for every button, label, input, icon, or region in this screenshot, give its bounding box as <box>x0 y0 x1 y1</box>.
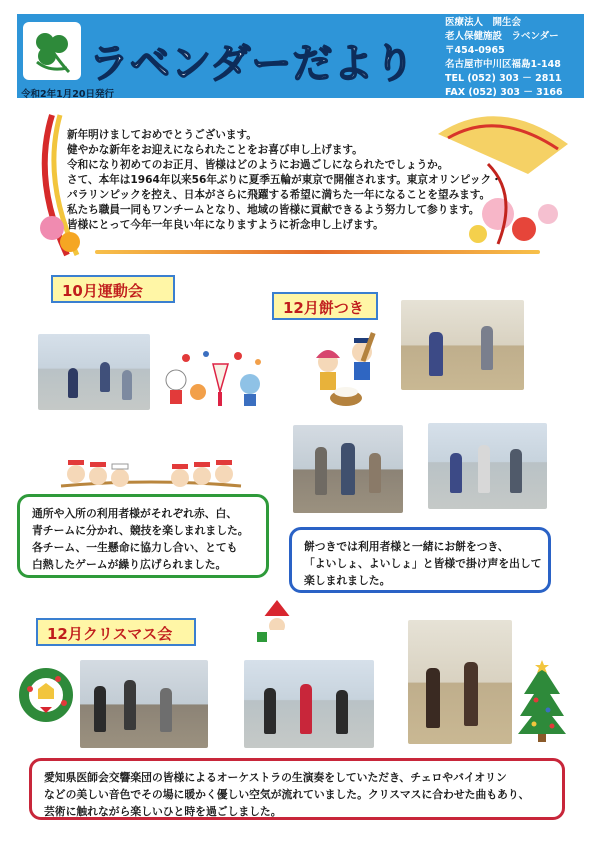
participant <box>450 453 462 493</box>
participant <box>68 368 78 398</box>
mochi-section-title: 12月餅つき <box>272 292 378 320</box>
mochi-text-line: 楽しまれました。 <box>304 574 391 587</box>
participant <box>510 449 522 493</box>
greeting-line: 私たち職員一同もワンチームとなり、地域の皆様に貢献できるよう努力して参ります。 <box>67 204 480 216</box>
participant <box>369 453 381 493</box>
christmas-description-box <box>29 758 565 820</box>
christmas-photo-2 <box>244 660 374 748</box>
tug-of-war-illustration <box>56 456 246 496</box>
mochi-description-box <box>289 527 551 593</box>
christmas-tree-icon <box>516 660 568 744</box>
issuer-postal: 〒454-0965 <box>445 45 505 56</box>
sports-day-photo <box>38 334 150 410</box>
issuer-tel: TEL (052) 303 － 2811 <box>445 73 562 84</box>
greeting-line: 令和になり初めてのお正月、皆様はどのようにお過ごしになられたでしょうか。 <box>67 159 449 171</box>
participant <box>264 688 276 734</box>
issuer-facility: 老人保健施設 ラベンダー <box>445 31 559 42</box>
participant <box>122 370 132 400</box>
sports-description-box <box>17 494 269 578</box>
participant <box>100 362 110 392</box>
christmas-photo-1 <box>80 660 208 748</box>
sports-text-line: 青チームに分かれ、競技を楽しまれました。 <box>32 524 249 537</box>
participant <box>426 668 440 728</box>
mochi-text-line: 餅つきでは利用者様と一緒にお餅をつき、 <box>304 540 509 553</box>
santa-icon <box>255 598 299 648</box>
header-banner <box>17 14 584 98</box>
divider <box>95 250 540 254</box>
clover-logo-icon <box>23 22 81 80</box>
participant <box>429 332 443 376</box>
mochi-pounding-illustration <box>310 328 390 410</box>
mochi-photo-1 <box>401 300 524 390</box>
participant <box>124 680 136 730</box>
issuer-corp: 医療法人 開生会 <box>445 17 522 28</box>
sports-text-line: 各チーム、一生懸命に協力し合い、とても <box>32 541 238 554</box>
greeting-message <box>67 128 507 233</box>
mochi-photo-2 <box>293 425 403 513</box>
greeting-line: 健やかな新年をお迎えになられたことをお喜び申し上げます。 <box>67 144 363 156</box>
participant <box>94 686 106 732</box>
christmas-text-line: 愛知県医師会交響楽団の皆様によるオーケストラの生演奏をしていただき、チェロやバイオリン <box>44 771 507 784</box>
participant <box>481 326 493 370</box>
mochi-text-line: 「よいしょ、よいしょ」と皆様で掛け声を出して <box>304 557 542 570</box>
greeting-line: 皆様にとって今年一年良い年になりますように祈念申し上げます。 <box>67 219 384 231</box>
christmas-text-line: 芸術に触れながら楽しいひと時を過ごしました。 <box>44 805 282 818</box>
cheering-animals-illustration <box>158 344 268 416</box>
participant <box>315 447 327 495</box>
greeting-line: 新年明けましておめでとうございます。 <box>67 129 257 141</box>
issue-date: 令和2年1月20日発行 <box>21 89 114 100</box>
issuer-address: 名古屋市中川区福島1-148 <box>445 59 561 70</box>
participant <box>464 662 478 726</box>
christmas-wreath-icon <box>18 667 74 723</box>
greeting-line: パラリンピックを控え、日本がさらに飛躍する希望に満ちた一年になることを望みます。 <box>67 189 491 201</box>
christmas-section-title: 12月クリスマス会 <box>36 618 196 646</box>
newsletter-title: ラベンダーだより <box>89 41 416 87</box>
participant <box>341 443 355 495</box>
participant <box>336 690 348 734</box>
participant <box>478 445 490 493</box>
christmas-text-line: などの美しい音色でその場に暖かく優しい空気が流れていました。クリスマスに合わせた曲もあり、 <box>44 788 530 801</box>
sports-section-title: 10月運動会 <box>51 275 175 303</box>
participant <box>160 688 172 732</box>
christmas-photo-3 <box>408 620 512 744</box>
sports-text-line: 通所や入所の利用者様がそれぞれ赤、白、 <box>32 507 238 520</box>
sports-text-line: 白熱したゲームが繰り広げられました。 <box>32 558 227 571</box>
participant <box>300 684 312 734</box>
issuer-fax: FAX (052) 303 － 3166 <box>445 87 563 98</box>
issuer-info <box>445 16 563 100</box>
greeting-line: さて、本年は1964年以来56年ぶりに夏季五輪が東京で開催されます。東京オリンピック・ <box>67 174 502 186</box>
mochi-photo-3 <box>428 423 547 509</box>
